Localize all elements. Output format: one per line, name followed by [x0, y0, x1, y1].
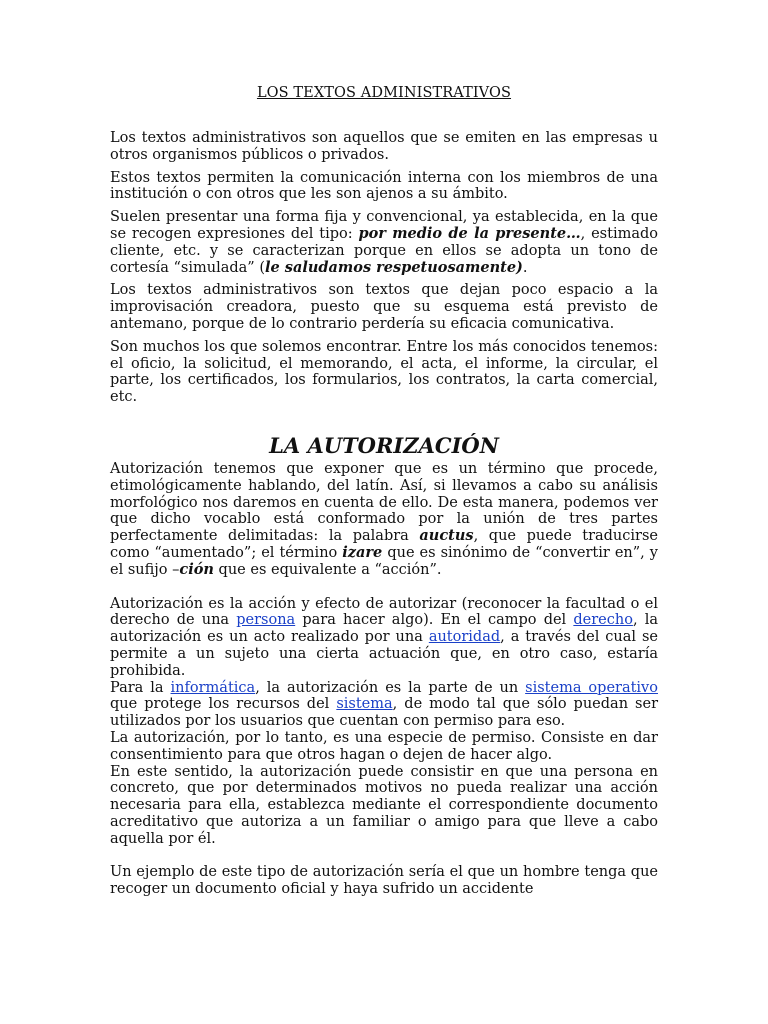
section-paragraph-6: Un ejemplo de este tipo de autorización sería el que un hombre tenga que recoger un documento oficial y haya sufrido un accidente	[110, 864, 658, 898]
link-informatica[interactable]: informática	[170, 679, 256, 696]
section-paragraph-1	[110, 461, 658, 579]
text-run: Autorización tenemos que exponer que es un término que procede, etimológicamente hablando, del latín. Así, si llevamos a cabo su análisis morfológico nos daremos en cuenta de ello. De esta manera, podemos ver que dicho vocablo está conformado por la unión de tres partes perfectamente delimitadas: la palabra	[110, 460, 658, 545]
emphasis: ción	[179, 560, 214, 578]
text-run: que es equivalente a “acción”.	[213, 561, 442, 578]
text-run: , que puede traducirse como “aumentado”; el término	[110, 528, 658, 561]
intro-paragraph-4: Los textos administrativos son textos que dejan poco espacio a la improvisación creadora, puesto que su esquema está previsto de antemano, porque de lo contrario perdería su eficacia comunicativa.	[110, 282, 658, 332]
intro-paragraph-2: Estos textos permiten la comunicación interna con los miembros de una institución o con otros que les son ajenos a su ámbito.	[110, 169, 658, 203]
emphasis: izare	[342, 543, 383, 561]
intro-paragraph-1: Los textos administrativos son aquellos que se emiten en las empresas u otros organismos públicos o privados.	[110, 130, 658, 163]
text-run: , estimado cliente, etc. y se caracterizan porque en ellos se adopta un tono de cortesía “simulada” (	[110, 225, 658, 276]
section-paragraph-5: En este sentido, la autorización puede consistir en que una persona en concreto, que por determinados motivos no pueda realizar una acción necesaria para ella, establezca mediante el correspondiente documento acreditativo que autoriza a un familiar o amigo para que lleve a cabo aquella por él.	[110, 763, 658, 847]
text-run: Autorización es la acción y efecto de autorizar (reconocer la facultad o el derecho de una	[110, 595, 658, 629]
link-sistema[interactable]: sistema	[336, 696, 393, 713]
text-run: Suelen presentar una forma fija y convencional, ya establecida, en la que se recogen expresiones del tipo:	[110, 209, 658, 242]
emphasis: auctus	[419, 527, 474, 545]
text-run: , la autorización es la parte de un	[255, 679, 526, 696]
link-derecho[interactable]: derecho	[573, 612, 633, 629]
section-paragraph-3	[110, 680, 658, 730]
emphasis: por medio de la presente…	[358, 224, 581, 242]
text-run: , a través del cual se permite a un sujeto una cierta actuación que, en otro caso, estaría prohibida.	[110, 629, 658, 679]
emphasis: le saludamos respetuosamente)	[265, 258, 523, 276]
text-run: .	[522, 259, 528, 276]
text-run: para hacer algo). En el campo del	[295, 612, 574, 629]
document-title: LOS TEXTOS ADMINISTRATIVOS	[256, 85, 512, 101]
link-sistema-operativo[interactable]: sistema operativo	[525, 679, 658, 696]
section-heading: LA AUTORIZACIÓN	[269, 432, 499, 458]
text-run: que es sinónimo de “convertir en”, y el sufijo –	[110, 544, 658, 578]
intro-paragraph-5: Son muchos los que solemos encontrar. Entre los más conocidos tenemos: el oficio, la solicitud, el memorando, el acta, el informe, la circular, el parte, los certificados, los formularios, los contratos, la carta comercial, etc.	[110, 338, 658, 406]
document-body	[110, 130, 658, 898]
text-run: , la autorización es un acto realizado por una	[110, 612, 658, 646]
intro-paragraph-3	[110, 209, 658, 276]
text-run: que protege los recursos del	[110, 696, 337, 713]
link-autoridad[interactable]: autoridad	[428, 629, 501, 646]
section-paragraph-2	[110, 596, 658, 680]
link-persona[interactable]: persona	[236, 612, 296, 629]
text-run: , de modo tal que sólo puedan ser utilizados por los usuarios que cuentan con permiso para eso.	[110, 696, 658, 730]
section-paragraph-4: La autorización, por lo tanto, es una especie de permiso. Consiste en dar consentimiento para que otros hagan o dejen de hacer algo.	[110, 729, 658, 763]
text-run: Para la	[110, 679, 171, 696]
